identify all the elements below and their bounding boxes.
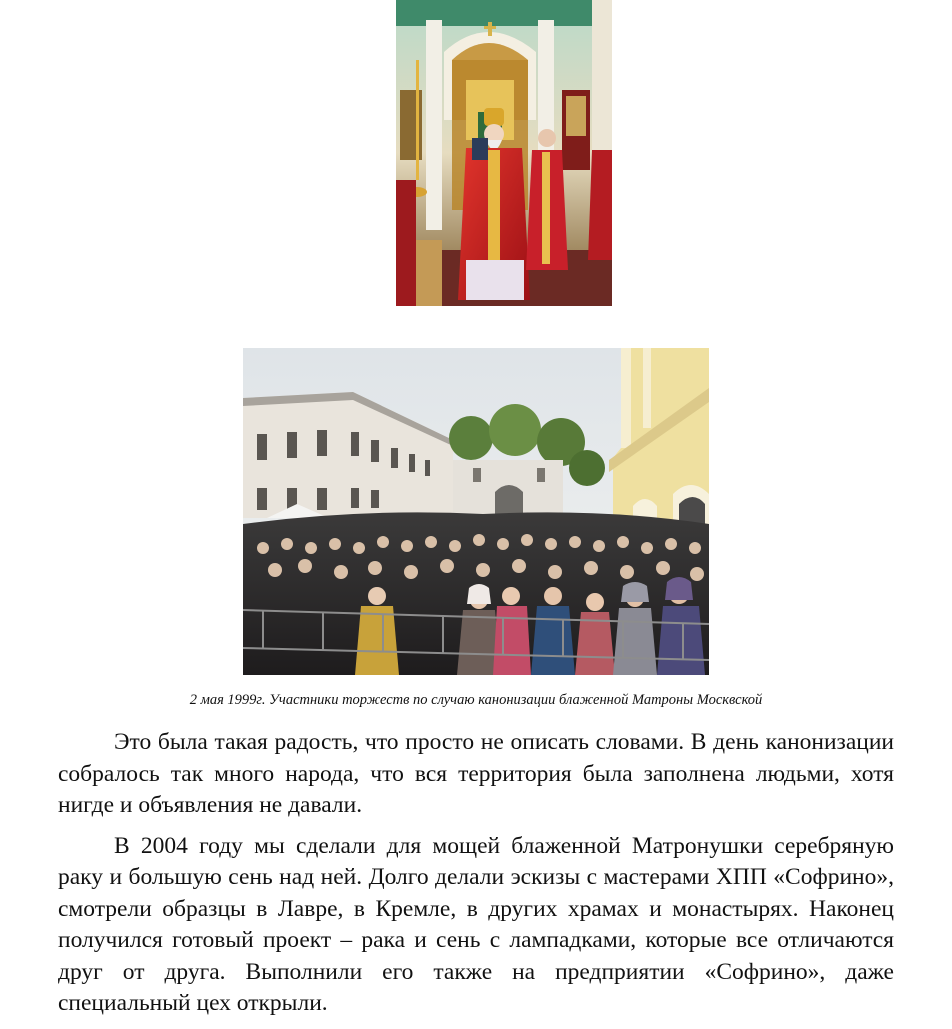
crowd-photo: [243, 348, 709, 675]
paragraph: Это была такая радость, что просто не описать словами. В день канонизации собралось так много народа, что вся территория была заполнена людьми, хотя нигде и объявления не давали.: [58, 729, 894, 818]
body-text: [58, 727, 894, 1029]
church-service-photo: [396, 0, 612, 306]
paragraph: В 2004 году мы сделали для мощей блаженной Матронушки серебряную раку и большую сень над ней. Долго делали эскизы с мастерами ХПП «Софрино», смотрели образцы в Лавре, в Кремле, в других храмах и монастырях. Наконец получился готовый проект – рака и сень с лампадками, которые все отличаются друг от друга. Выполнили его также на предприятии «Софрино», даже специальный цех открыли.: [58, 832, 894, 1016]
photo-caption: 2 мая 1999г. Участники торжеств по случаю канонизации блаженной Матроны Москвской: [189, 692, 763, 708]
